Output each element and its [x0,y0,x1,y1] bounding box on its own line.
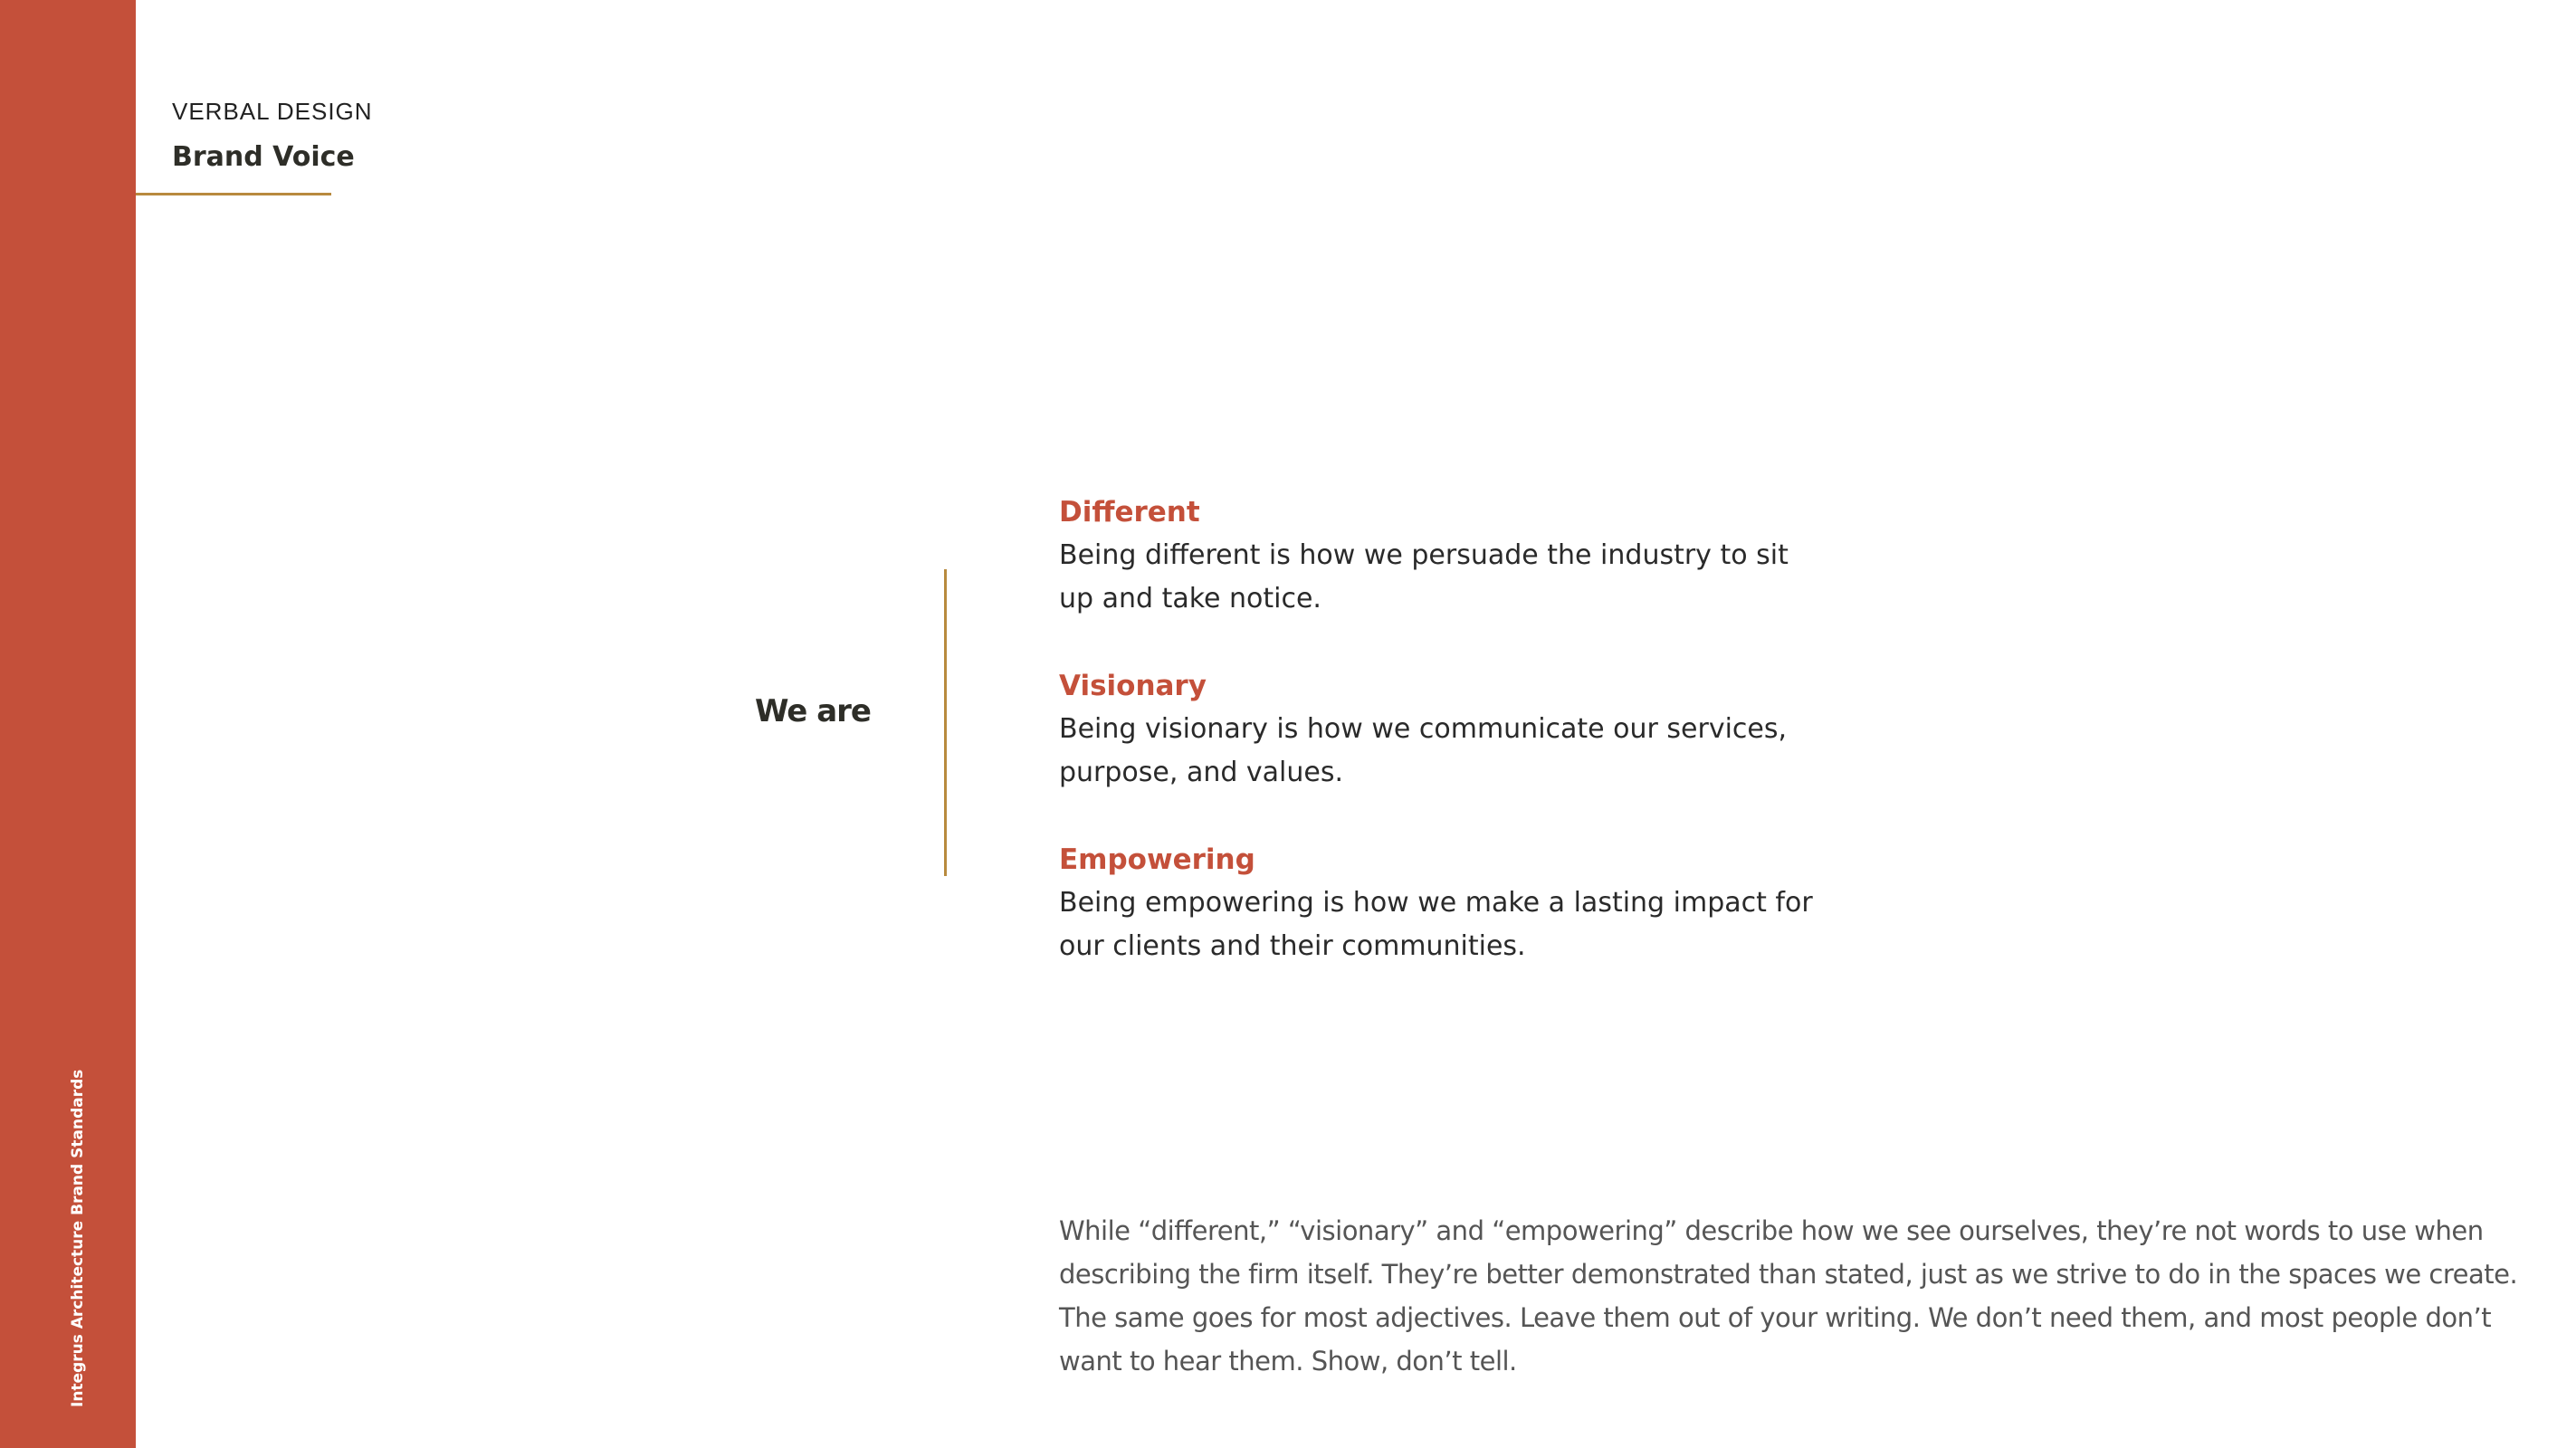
title-underline [136,193,331,195]
trait-empowering [1059,838,1828,1012]
intro-label: We are [755,693,871,729]
usage-note: While “different,” “visionary” and “empowering” describe how we see ourselves, they’re not words to use when describing the firm itself. They’re better demonstrated than stated, just as we strive to do in the spaces we create. The same goes for most adjectives. Leave them out of your writing. We don’t need them, and most people don’t want to hear them. Show, don’t tell. [1059,1215,2518,1377]
trait-heading: Empowering [1059,843,1255,876]
trait-description: Being empowering is how we make a lasting impact for our clients and their communities. [1059,887,1813,962]
trait-visionary [1059,664,1828,838]
sidebar-caption: Integrus Architecture Brand Standards [69,1069,87,1407]
trait-description: Being different is how we persuade the industry to sit up and take notice. [1059,539,1789,614]
vertical-divider [944,569,947,876]
trait-heading: Different [1059,496,1200,529]
section-label: VERBAL DESIGN [172,98,373,125]
trait-heading: Visionary [1059,670,1207,702]
brand-sidebar [0,0,136,1448]
trait-list [1059,491,1828,1012]
trait-different [1059,491,1828,664]
trait-description: Being visionary is how we communicate our services, purpose, and values. [1059,713,1788,788]
page-title: Brand Voice [172,141,355,173]
